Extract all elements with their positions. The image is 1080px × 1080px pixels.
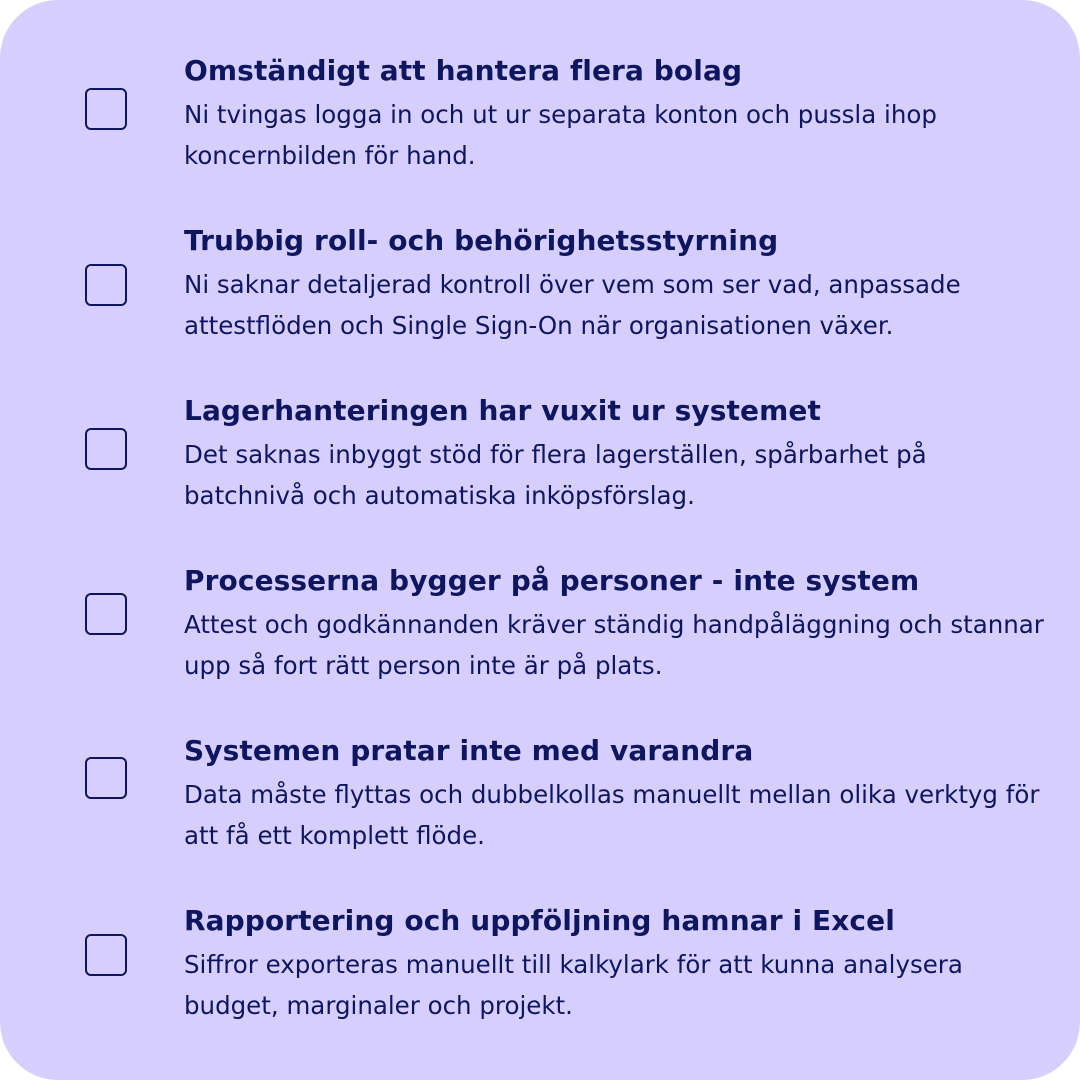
checkbox[interactable]: [85, 757, 127, 799]
item-text: [184, 222, 1054, 346]
checkbox[interactable]: [85, 88, 127, 130]
item-title: Trubbig roll- och behörighetsstyrning: [184, 224, 779, 257]
item-description: Ni tvingas logga in och ut ur separata konton och pussla ihop koncernbilden för hand.: [184, 100, 937, 170]
item-description: Attest och godkännanden kräver ständig handpåläggning och stannar upp så fort rätt person inte är på plats.: [184, 610, 1044, 680]
item-description: Data måste flyttas och dubbelkollas manuellt mellan olika verktyg för att få ett komplett flöde.: [184, 780, 1040, 850]
item-title: Omständigt att hantera flera bolag: [184, 54, 743, 87]
item-text: [184, 392, 1054, 516]
item-description: Siffror exporteras manuellt till kalkylark för att kunna analysera budget, marginaler och projekt.: [184, 950, 963, 1020]
item-title: Lagerhanteringen har vuxit ur systemet: [184, 394, 821, 427]
item-text: [184, 562, 1054, 686]
item-text: [184, 732, 1054, 856]
checkbox[interactable]: [85, 593, 127, 635]
item-title: Rapportering och uppföljning hamnar i Excel: [184, 904, 895, 937]
item-title: Processerna bygger på personer - inte system: [184, 564, 920, 597]
item-text: [184, 52, 1054, 176]
checkbox[interactable]: [85, 934, 127, 976]
item-description: Det saknas inbyggt stöd för flera lagerställen, spårbarhet på batchnivå och automatiska inköpsförslag.: [184, 440, 927, 510]
item-text: [184, 902, 1054, 1026]
item-title: Systemen pratar inte med varandra: [184, 734, 754, 767]
checkbox[interactable]: [85, 264, 127, 306]
checkbox[interactable]: [85, 428, 127, 470]
item-description: Ni saknar detaljerad kontroll över vem som ser vad, anpassade attestflöden och Single Sign-On när organisationen växer.: [184, 270, 961, 340]
